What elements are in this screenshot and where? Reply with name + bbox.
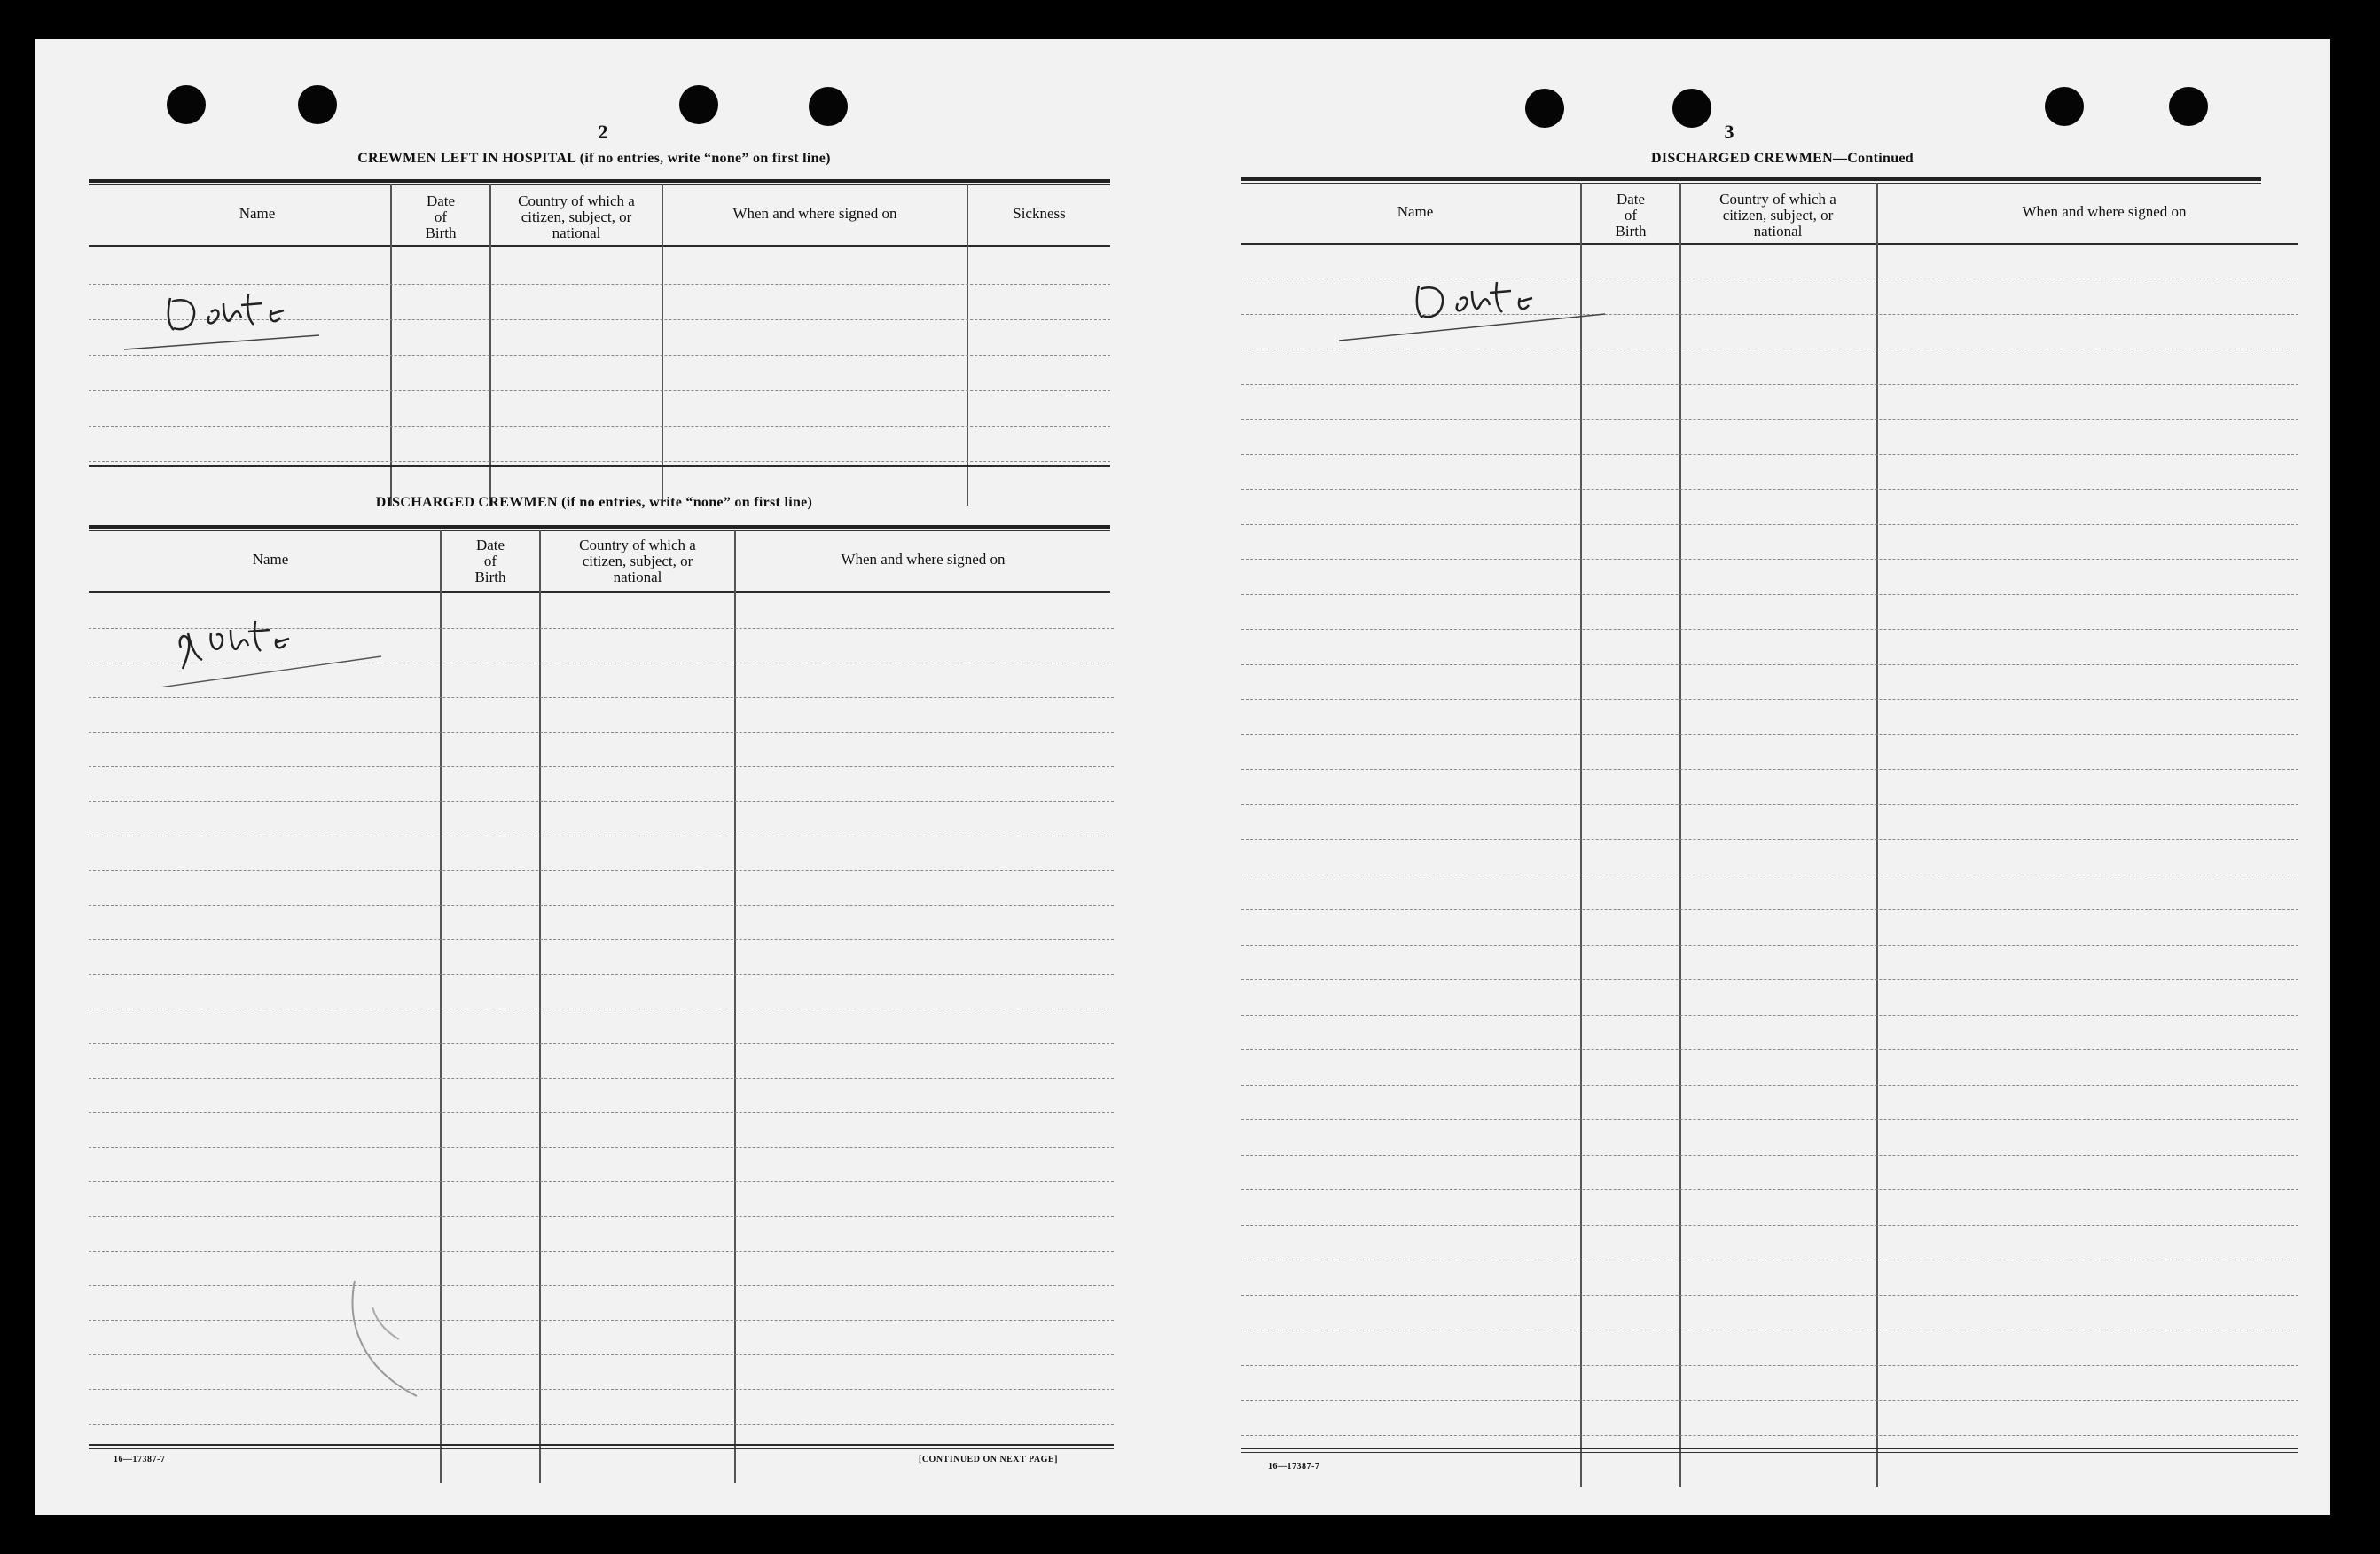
table-row-line [89, 1251, 1114, 1252]
binder-hole [2169, 87, 2208, 126]
table-bottom-rule [89, 1448, 1114, 1449]
column-header-signed-on: When and where signed on [732, 205, 897, 222]
binder-hole [679, 85, 718, 124]
binder-hole [2045, 87, 2084, 126]
table-bottom-rule [89, 465, 1110, 467]
column-header-name: Name [239, 205, 276, 222]
column-header-name: Name [252, 551, 289, 568]
binder-hole [809, 87, 848, 126]
table-row-line [1241, 454, 2298, 455]
section-note: (if no entries, write “none” on first line) [579, 151, 831, 166]
table-row-line [1241, 979, 2298, 980]
column-divider [489, 184, 491, 506]
table-row-line [1241, 1015, 2298, 1016]
handwritten-none-signature [151, 589, 435, 687]
column-header-signed-on: When and where signed on [2022, 203, 2187, 220]
section-title-discharged [124, 495, 1064, 511]
table-row-line [89, 1112, 1114, 1113]
table-row-line [89, 732, 1114, 733]
table-row-line [89, 1320, 1114, 1321]
table-row-line [89, 1147, 1114, 1148]
page-number: 2 [598, 121, 608, 143]
signature-text: None [151, 589, 153, 590]
column-divider [539, 530, 541, 1483]
table-top-rule [89, 530, 1110, 531]
table-top-rule [89, 179, 1110, 183]
handwritten-none-signature [1339, 252, 1658, 349]
binder-hole [298, 85, 337, 124]
table-row-line [1241, 804, 2298, 805]
header-bottom-rule [1241, 243, 2298, 245]
table-row-line [89, 1354, 1114, 1355]
table-row-line [89, 905, 1114, 906]
table-row-line [89, 426, 1110, 427]
table-row-line [1241, 524, 2298, 525]
table-row-line [1241, 1295, 2298, 1296]
column-divider [734, 530, 736, 1483]
binder-hole [167, 85, 206, 124]
table-row-line [1241, 699, 2298, 700]
table-row-line [1241, 734, 2298, 735]
table-bottom-rule [89, 1444, 1114, 1446]
table-row-line [89, 801, 1114, 802]
table-row-line [89, 939, 1114, 940]
table-row-line [1241, 1365, 2298, 1366]
table-row-line [1241, 419, 2298, 420]
table-top-rule [1241, 177, 2261, 181]
signature-text: None [1339, 252, 1342, 253]
column-divider [1679, 183, 1681, 1487]
header-bottom-rule [89, 245, 1110, 247]
table-row-line [89, 697, 1114, 698]
table-row-line [89, 974, 1114, 975]
table-row-line [89, 1043, 1114, 1044]
table-top-rule [1241, 183, 2261, 184]
column-header-sickness: Sickness [1013, 205, 1066, 222]
column-header-country: Country of which a citizen, subject, or national [1719, 191, 1836, 239]
table-row-line [1241, 945, 2298, 946]
table-row-line [1241, 1400, 2298, 1401]
column-header-country: Country of which a citizen, subject, or national [518, 192, 635, 241]
table-row-line [89, 1285, 1114, 1286]
table-row-line [1241, 1049, 2298, 1050]
table-row-line [1241, 559, 2298, 560]
table-row-line [1241, 594, 2298, 595]
table-row-line [1241, 384, 2298, 385]
table-row-line [1241, 664, 2298, 665]
table-row-line [89, 390, 1110, 391]
handwritten-none-signature [124, 261, 408, 358]
binder-hole [1525, 89, 1564, 128]
section-note: (if no entries, write “none” on first line) [561, 495, 813, 510]
table-row-line [89, 461, 1110, 462]
column-header-country: Country of which a citizen, subject, or national [579, 537, 696, 585]
signature-text: None [124, 261, 127, 262]
table-row-line [1241, 1085, 2298, 1086]
column-divider [967, 184, 968, 506]
column-divider [1876, 183, 1878, 1487]
table-bottom-rule [1241, 1448, 2298, 1449]
document-sheet [35, 39, 2330, 1515]
table-row-line [1241, 909, 2298, 910]
section-title-text: DISCHARGED CREWMEN [375, 495, 558, 510]
table-row-line [89, 766, 1114, 767]
table-row-line [89, 1216, 1114, 1217]
form-number: 16—17387-7 [1268, 1462, 1320, 1472]
table-row-line [1241, 1435, 2298, 1436]
table-row-line [1241, 769, 2298, 770]
table-bottom-rule [1241, 1452, 2298, 1453]
table-row-line [1241, 629, 2298, 630]
section-title-text: CREWMEN LEFT IN HOSPITAL [357, 151, 576, 166]
column-header-name: Name [1397, 203, 1434, 220]
table-row-line [89, 1078, 1114, 1079]
binder-hole [1672, 89, 1711, 128]
table-row-line [1241, 1155, 2298, 1156]
section-title-discharged-continued: DISCHARGED CREWMEN—Continued [1651, 151, 1914, 166]
section-title-hospital [124, 151, 1064, 167]
table-row-line [1241, 489, 2298, 490]
table-row-line [1241, 1189, 2298, 1190]
page-number: 3 [1724, 121, 1734, 143]
column-divider [662, 184, 663, 506]
faint-stamp-mark [337, 1254, 461, 1405]
table-top-rule [89, 184, 1110, 185]
table-row-line [1241, 1225, 2298, 1226]
column-header-dob: Date of Birth [1615, 191, 1647, 239]
table-row-line [89, 870, 1114, 871]
column-header-signed-on: When and where signed on [841, 551, 1006, 568]
table-row-line [89, 1181, 1114, 1182]
column-header-dob: Date of Birth [474, 537, 506, 585]
table-row-line [1241, 1119, 2298, 1120]
form-number: 16—17387-7 [114, 1455, 166, 1464]
table-top-rule [89, 525, 1110, 529]
table-row-line [89, 1389, 1114, 1390]
column-header-dob: Date of Birth [425, 192, 457, 241]
column-divider [1580, 183, 1582, 1487]
table-row-line [1241, 839, 2298, 840]
continued-note: [CONTINUED ON NEXT PAGE] [919, 1455, 1058, 1464]
